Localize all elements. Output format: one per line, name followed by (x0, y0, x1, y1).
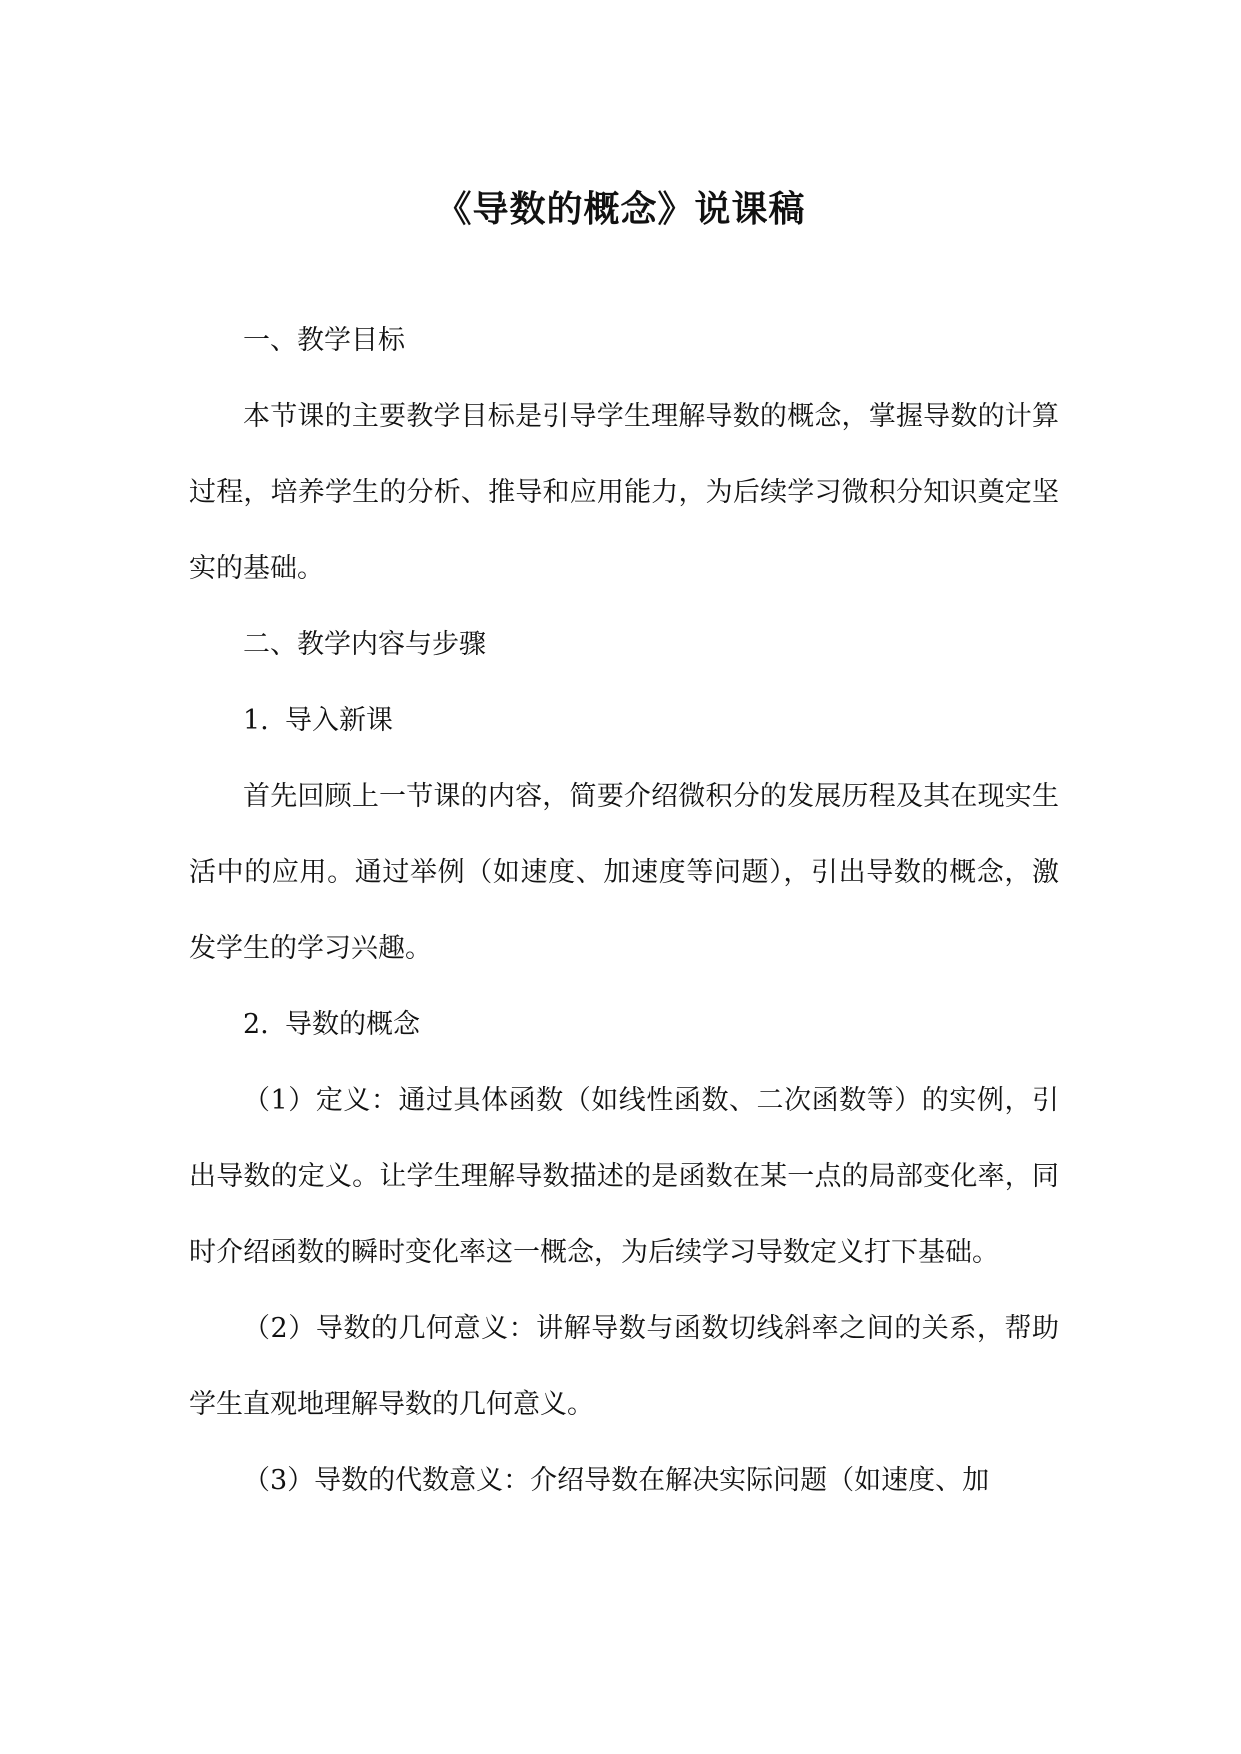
item-title: 导入新课 (285, 705, 393, 736)
item-heading-introduction (189, 683, 1059, 759)
paragraph-definition: （1）定义：通过具体函数（如线性函数、二次函数等）的实例，引出导数的定义。让学生理解导数描述的是函数在某一点的局部变化率，同时介绍函数的瞬时变化率这一概念，为后续学习导数定义打下基础。 (189, 1085, 1059, 1268)
document-title: 《导数的概念》说课稿 (435, 188, 806, 230)
item-number: 1. (243, 705, 269, 736)
paragraph-geometric-meaning: （2）导数的几何意义：讲解导数与函数切线斜率之间的关系，帮助学生直观地理解导数的几何意义。 (189, 1313, 1059, 1420)
paragraph-algebraic-meaning: （3）导数的代数意义：介绍导数在解决实际问题（如速度、加 (243, 1465, 990, 1496)
section-heading-objectives: 一、教学目标 (243, 325, 405, 356)
document-body (189, 303, 1059, 1519)
item-number: 2. (243, 1009, 269, 1040)
item-heading-derivative-concept (189, 987, 1059, 1063)
paragraph-objectives: 本节课的主要教学目标是引导学生理解导数的概念，掌握导数的计算过程，培养学生的分析、推导和应用能力，为后续学习微积分知识奠定坚实的基础。 (189, 401, 1059, 584)
item-title: 导数的概念 (285, 1009, 420, 1040)
paragraph-introduction: 首先回顾上一节课的内容，简要介绍微积分的发展历程及其在现实生活中的应用。通过举例（如速度、加速度等问题），引出导数的概念，激发学生的学习兴趣。 (189, 781, 1059, 964)
section-heading-content-steps: 二、教学内容与步骤 (243, 629, 486, 660)
